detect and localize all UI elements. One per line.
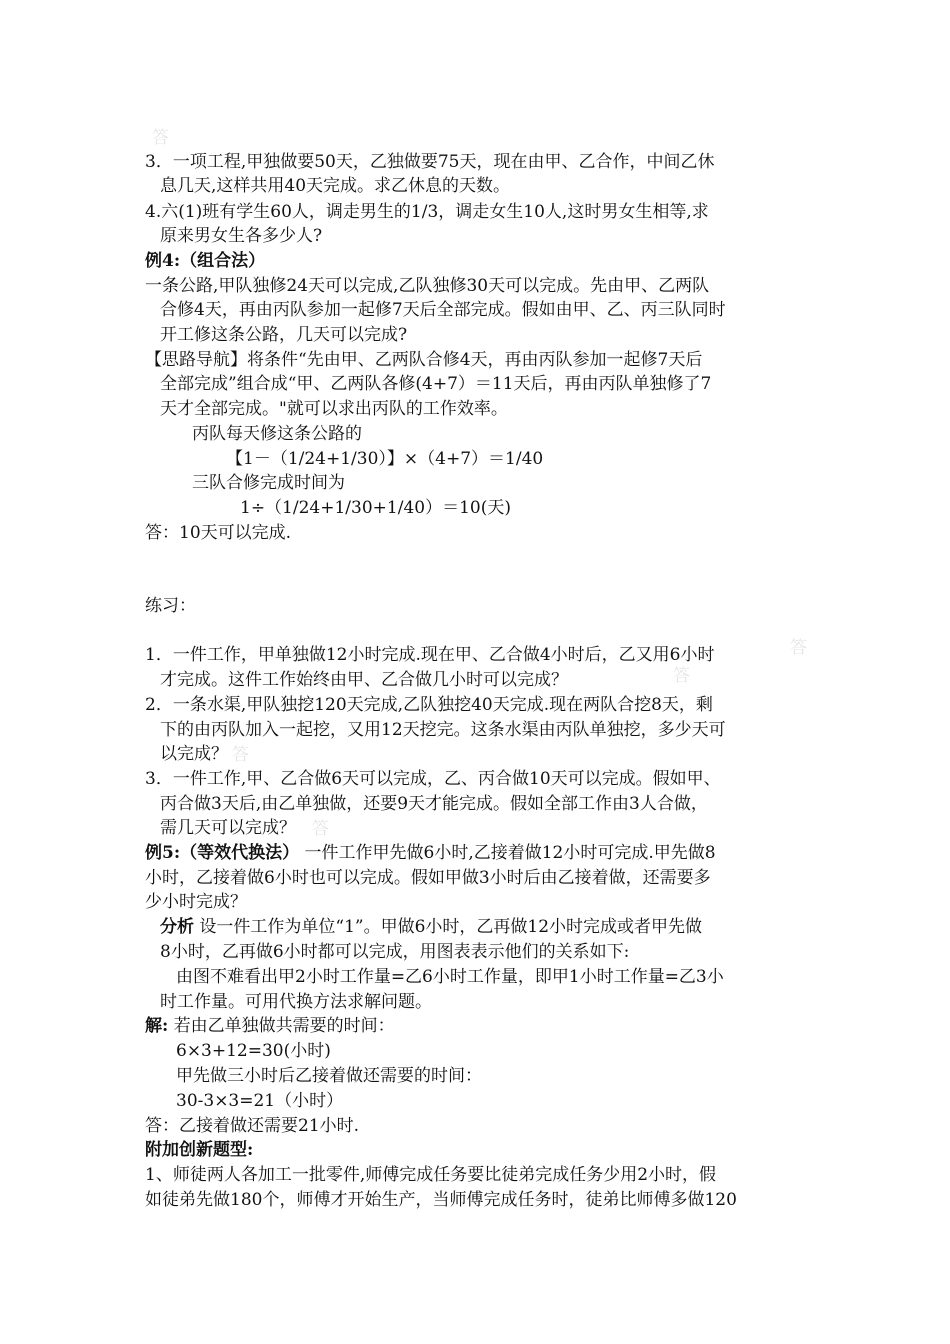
- guide-line-1: 【思路导航】将条件“先由甲、乙两队合修4天，再由丙队参加一起修7天后: [145, 350, 703, 370]
- solution-text: 若由乙单独做共需要的时间：: [173, 1016, 395, 1036]
- bonus-1-line-1: 1、师徒两人各加工一批零件,师傅完成任务要比徒弟完成任务少用2小时，假: [145, 1165, 717, 1185]
- practice-b3-line-3: 需几天可以完成？: [160, 818, 296, 838]
- practice-b3-line-2: 丙合做3天后,由乙单独做，还要9天才能完成。假如全部工作由3人合做，: [160, 794, 708, 814]
- watermark-mark: 答: [232, 745, 249, 765]
- calc-formula-1: 【1－（1/24+1/30）】×（4+7）＝1/40: [226, 449, 544, 469]
- solution-label: 解:: [145, 1016, 169, 1036]
- example-4-line-1: 一条公路,甲队独修24天可以完成,乙队独修30天可以完成。先由甲、乙两队: [145, 276, 710, 296]
- example-5-line-3: 少小时完成？: [145, 892, 247, 912]
- analysis-line-1: [160, 915, 702, 940]
- analysis-text: 设一件工作为单位“1”。甲做6小时，乙再做12小时完成或者甲先做: [199, 917, 703, 937]
- practice-b1-line-2: 才完成。这件工作始终由甲、乙合做几小时可以完成？: [160, 670, 568, 690]
- bonus-heading: 附加创新题型:: [145, 1140, 254, 1160]
- guide-line-3: 天才全部完成。"就可以求出丙队的工作效率。: [160, 399, 508, 419]
- practice-heading: 练习：: [145, 596, 196, 616]
- example-4-line-3: 开工修这条公路，几天可以完成?: [160, 325, 408, 345]
- example-5-text: 一件工作甲先做6小时,乙接着做12小时可完成.甲先做8: [304, 843, 716, 863]
- practice-b3-line-1: 3．一件工作,甲、乙合做6天可以完成，乙、丙合做10天可以完成。假如甲、: [145, 769, 721, 789]
- solution-label-2: 甲先做三小时后乙接着做还需要的时间：: [176, 1066, 482, 1086]
- watermark-mark: 答: [673, 666, 690, 686]
- watermark-mark: 答: [152, 128, 169, 148]
- example-5-line-1: [145, 841, 716, 866]
- practice-3-line-1: 3．一项工程,甲独做要50天，乙独做要75天，现在由甲、乙合作，中间乙休: [145, 152, 715, 172]
- solution-formula-1: 6×3+12=30(小时): [176, 1041, 331, 1061]
- practice-b2-line-2: 下的由丙队加入一起挖，又用12天挖完。这条水渠由丙队单独挖，多少天可: [160, 720, 726, 740]
- bonus-1-line-2: 如徒弟先做180个，师傅才开始生产，当师傅完成任务时，徒弟比师傅多做120: [145, 1190, 737, 1210]
- calc-formula-2: 1÷（1/24+1/30+1/40）＝10(天): [240, 498, 511, 518]
- calc-label-2: 三队合修完成时间为: [192, 473, 345, 493]
- practice-b2-line-1: 2．一条水渠,甲队独挖120天完成,乙队独挖40天完成.现在两队合挖8天，剩: [145, 695, 713, 715]
- solution-line-1: [145, 1014, 395, 1039]
- example-4-answer: 答：10天可以完成.: [145, 523, 292, 543]
- guide-line-2: 全部完成”组合成“甲、乙两队各修(4+7）＝11天后，再由丙队单独修了7: [160, 374, 712, 394]
- example-5-heading: 例5:（等效代换法）: [145, 843, 300, 863]
- analysis-label: 分析: [160, 917, 194, 937]
- practice-b1-line-1: 1．一件工作，甲单独做12小时完成.现在甲、乙合做4小时后，乙又用6小时: [145, 645, 715, 665]
- calc-label-1: 丙队每天修这条公路的: [192, 424, 362, 444]
- watermark-mark: 答: [790, 638, 807, 658]
- analysis-line-3: 由图不难看出甲2小时工作量=乙6小时工作量，即甲1小时工作量=乙3小: [176, 967, 724, 987]
- practice-b2-line-3: 以完成？: [160, 744, 228, 764]
- example-4-line-2: 合修4天，再由丙队参加一起修7天后全部完成。假如由甲、乙、丙三队同时: [160, 300, 726, 320]
- example-5-answer: 答：乙接着做还需要21小时.: [145, 1116, 360, 1136]
- example-5-line-2: 小时，乙接着做6小时也可以完成。假如甲做3小时后由乙接着做，还需要多: [145, 868, 711, 888]
- practice-3-line-2: 息几天,这样共用40天完成。求乙休息的天数。: [160, 176, 511, 196]
- practice-4-line-1: 4.六(1)班有学生60人，调走男生的1/3，调走女生10人,这时男女生相等,求: [145, 202, 709, 222]
- analysis-line-4: 时工作量。可用代换方法求解问题。: [160, 992, 432, 1012]
- analysis-line-2: 8小时，乙再做6小时都可以完成，用图表表示他们的关系如下:: [160, 942, 630, 962]
- watermark-mark: 答: [312, 819, 329, 839]
- example-4-heading: 例4:（组合法）: [145, 251, 266, 271]
- solution-formula-2: 30-3×3=21（小时）: [176, 1091, 344, 1111]
- practice-4-line-2: 原来男女生各多少人?: [160, 226, 323, 246]
